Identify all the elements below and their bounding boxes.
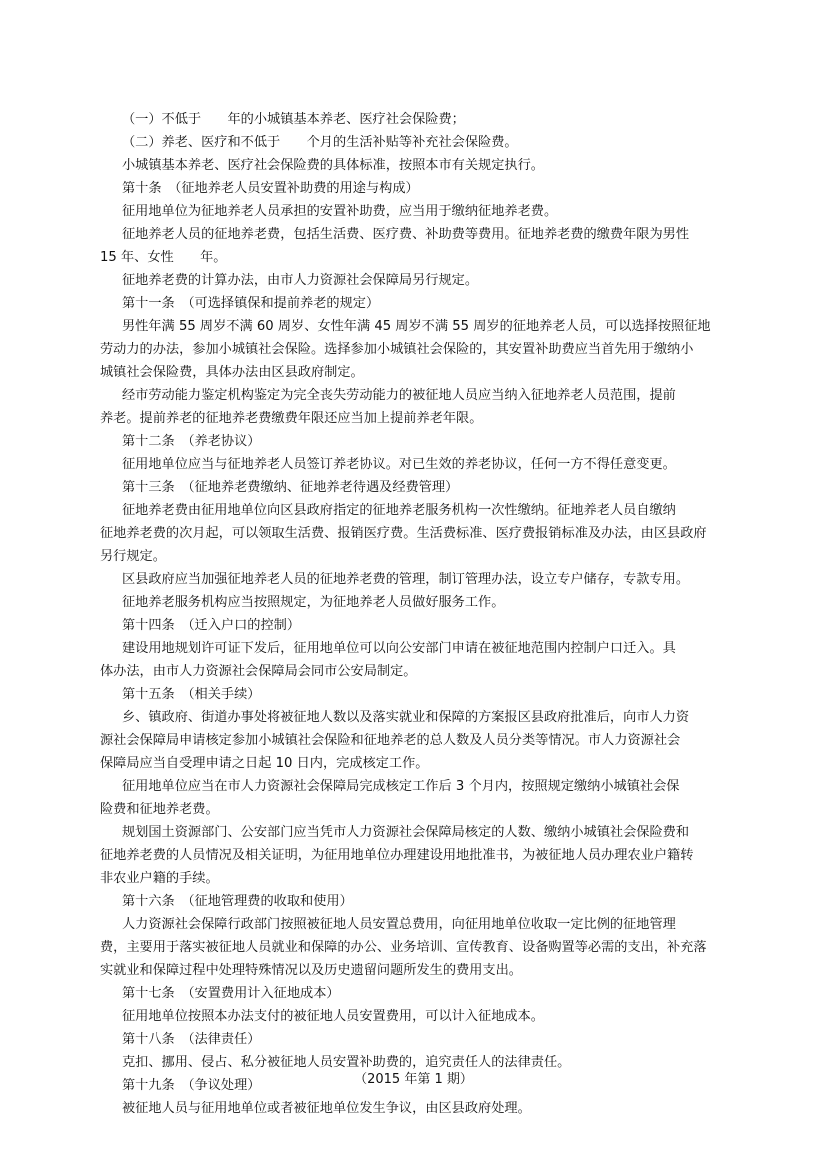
- paragraph-line: 被征地人员与征用地单位或者被征地单位发生争议，由区县政府处理。: [122, 1101, 531, 1116]
- paragraph-line: 实就业和保障过程中处理特殊情况以及历史遗留问题所发生的费用支出。: [100, 963, 522, 978]
- article-heading: 第十六条 （征地管理费的收取和使用）: [122, 894, 353, 909]
- paragraph-line: 另行规定。: [100, 549, 166, 564]
- paragraph-line: （一）不低于 年的小城镇基本养老、医疗社会保险费；: [122, 112, 465, 127]
- paragraph-line: 费，主要用于落实被征地人员就业和保障的办公、业务培训、宣传教育、设备购置等必需的支出，补充落: [100, 940, 707, 955]
- paragraph-line: 源社会保障局申请核定参加小城镇社会保险和征地养老的总人数及人员分类等情况。市人力资源社会: [100, 733, 681, 748]
- paragraph-line: 征用地单位应当在市人力资源社会保障局完成核定工作后 3 个月内，按照规定缴纳小城镇社会保: [122, 779, 680, 794]
- article-heading: 第十八条 （法律责任）: [122, 1032, 261, 1047]
- paragraph-line: 征用地单位为征地养老人员承担的安置补助费，应当用于缴纳征地养老费。: [122, 204, 558, 219]
- paragraph-line: 克扣、挪用、侵占、私分被征地人员安置补助费的，追究责任人的法律责任。: [122, 1055, 571, 1070]
- paragraph-line: 保障局应当自受理申请之日起 10 日内，完成核定工作。: [100, 756, 429, 771]
- paragraph-line: 征用地单位按照本办法支付的被征地人员安置费用，可以计入征地成本。: [122, 1009, 544, 1024]
- article-heading: 第十五条 （相关手续）: [122, 687, 261, 702]
- paragraph-line: 区县政府应当加强征地养老人员的征地养老费的管理，制订管理办法，设立专户储存，专款专用。: [122, 572, 690, 587]
- issue-footer: （2015 年第 1 期）: [354, 1072, 473, 1087]
- paragraph-line: 规划国土资源部门、公安部门应当凭市人力资源社会保障局核定的人数、缴纳小城镇社会保险费和: [122, 825, 690, 840]
- paragraph-line: 征用地单位应当与征地养老人员签订养老协议。对已生效的养老协议，任何一方不得任意变更。: [122, 457, 676, 472]
- paragraph-line: 经市劳动能力鉴定机构鉴定为完全丧失劳动能力的被征地人员应当纳入征地养老人员范围，提前: [122, 388, 676, 403]
- paragraph-line: 劳动力的办法，参加小城镇社会保险。选择参加小城镇社会保险的，其安置补助费应当首先用于缴纳小: [100, 342, 694, 357]
- article-heading: 第十条 （征地养老人员安置补助费的用途与构成）: [122, 181, 419, 196]
- article-heading: 第十九条 （争议处理）: [122, 1078, 261, 1093]
- paragraph-line: 征地养老费的人员情况及相关证明，为征用地单位办理建设用地批准书，为被征地人员办理农业户籍转: [100, 848, 694, 863]
- paragraph-line: 建设用地规划许可证下发后，征用地单位可以向公安部门申请在被征地范围内控制户口迁入。具: [122, 641, 676, 656]
- article-heading: 第十三条 （征地养老费缴纳、征地养老待遇及经费管理）: [122, 480, 459, 495]
- paragraph-line: 征地养老费的次月起，可以领取生活费、报销医疗费。生活费标准、医疗费报销标准及办法，由区县政府: [100, 526, 707, 541]
- article-heading: 第十四条 （迁入户口的控制）: [122, 618, 301, 633]
- paragraph-line: 15 年、女性 年。: [100, 250, 227, 265]
- paragraph-line: 人力资源社会保障行政部门按照被征地人员安置总费用，向征用地单位收取一定比例的征地管理: [122, 917, 676, 932]
- paragraph-line: 征地养老服务机构应当按照规定，为征地养老人员做好服务工作。: [122, 595, 505, 610]
- paragraph-line: 小城镇基本养老、医疗社会保险费的具体标准，按照本市有关规定执行。: [122, 158, 544, 173]
- document-body: [100, 108, 732, 1120]
- paragraph-line: 养老。提前养老的征地养老费缴费年限还应当加上提前养老年限。: [100, 411, 483, 426]
- paragraph-line: 非农业户籍的手续。: [100, 871, 219, 886]
- paragraph-line: 险费和征地养老费。: [100, 802, 219, 817]
- article-heading: 第十二条 （养老协议）: [122, 434, 261, 449]
- paragraph-line: 体办法，由市人力资源社会保障局会同市公安局制定。: [100, 664, 417, 679]
- paragraph-line: 征地养老费的计算办法，由市人力资源社会保障局另行规定。: [122, 273, 479, 288]
- paragraph-line: 征地养老费由征用地单位向区县政府指定的征地养老服务机构一次性缴纳。征地养老人员自缴纳: [122, 503, 676, 518]
- paragraph-line: 征地养老人员的征地养老费，包括生活费、医疗费、补助费等费用。征地养老费的缴费年限为男性: [122, 227, 690, 242]
- article-heading: 第十七条 （安置费用计入征地成本）: [122, 986, 340, 1001]
- paragraph-line: 乡、镇政府、街道办事处将被征地人数以及落实就业和保障的方案报区县政府批准后，向市人力资: [122, 710, 690, 725]
- paragraph-line: （二）养老、医疗和不低于 个月的生活补贴等补充社会保险费。: [122, 135, 518, 150]
- article-heading: 第十一条 （可选择镇保和提前养老的规定）: [122, 296, 380, 311]
- paragraph-line: 男性年满 55 周岁不满 60 周岁、女性年满 45 周岁不满 55 周岁的征地养老人员，可以选择按照征地: [122, 319, 711, 334]
- paragraph-line: 城镇社会保险费，具体办法由区县政府制定。: [100, 365, 364, 380]
